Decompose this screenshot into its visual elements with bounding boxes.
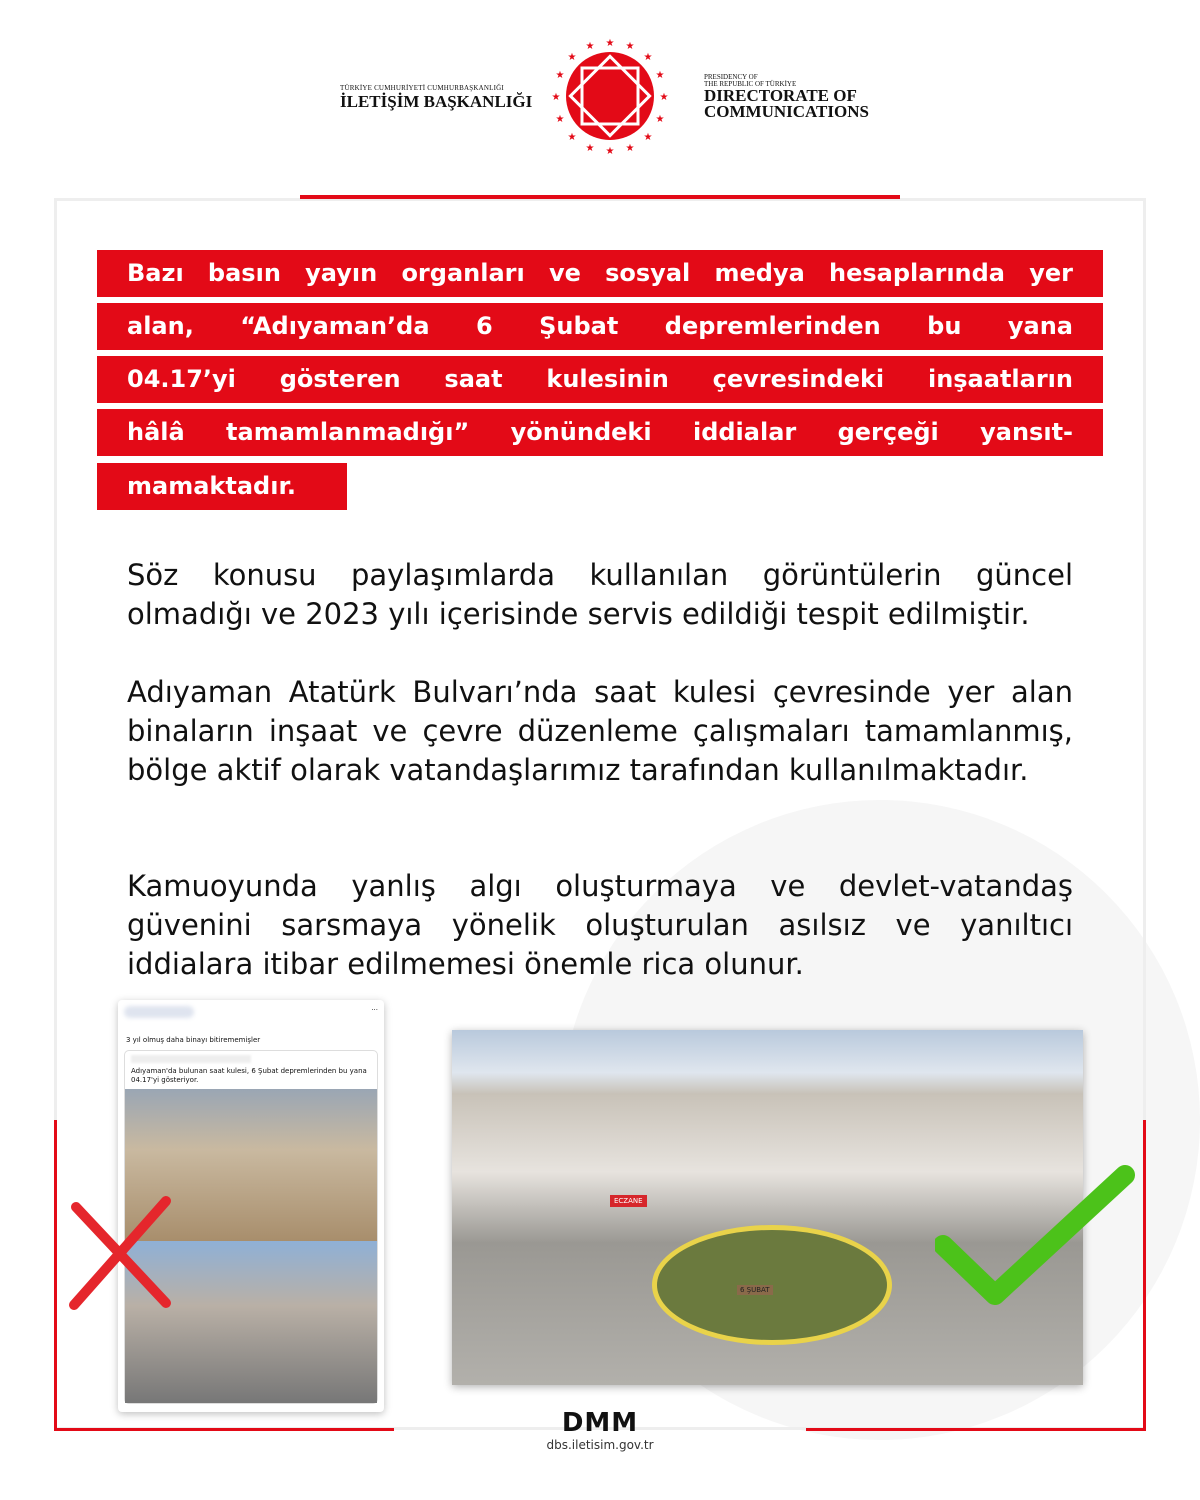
header-right-title-2: COMMUNICATIONS (704, 102, 869, 121)
header-left (340, 84, 532, 112)
svg-text:★: ★ (585, 143, 595, 154)
left-accent-line (54, 1120, 57, 1430)
quoted-text: Adıyaman'da bulunan saat kulesi, 6 Şubat depremlerinden bu yana 04.17'yi gösteriyor. (131, 1067, 367, 1084)
svg-text:★: ★ (643, 132, 653, 143)
headline-line: mamaktadır. (97, 463, 347, 510)
svg-text:★: ★ (655, 114, 665, 125)
header-right-title-1: DIRECTORATE OF (704, 86, 857, 105)
headline-line: 04.17’yi gösteren saat kulesinin çevresindeki inşaatların (97, 356, 1103, 403)
headline-line: alan, “Adıyaman’da 6 Şubat depremlerinden bu yana (97, 303, 1103, 350)
svg-text:★: ★ (625, 41, 635, 52)
svg-text:★: ★ (655, 70, 665, 81)
svg-text:★: ★ (605, 146, 615, 156)
paragraph: Kamuoyunda yanlış algı oluşturmaya ve devlet-vatandaş güvenini sarsmaya yönelik oluşturulan asılsız ve yanıltıcı iddialara itibar edilmemesi önemle rica olunur. (127, 869, 1073, 981)
dmm-logo: DMM (561, 1408, 639, 1438)
post-text: 3 yıl olmuş daha binayı bitirememişler (126, 1036, 261, 1044)
svg-text:★: ★ (585, 41, 595, 52)
svg-text:★: ★ (555, 70, 565, 81)
footer-url[interactable]: dbs.iletisim.gov.tr (546, 1438, 654, 1452)
header-right-subtitle-1: PRESIDENCY OF (704, 73, 758, 81)
svg-text:★: ★ (659, 92, 669, 103)
svg-text:★: ★ (567, 132, 577, 143)
headline-line: Bazı basın yayın organları ve sosyal medya hesaplarında yer (97, 250, 1103, 297)
top-accent-line (300, 195, 900, 199)
svg-text:★: ★ (625, 143, 635, 154)
svg-text:★: ★ (551, 92, 561, 103)
svg-text:★: ★ (567, 52, 577, 63)
pharmacy-sign: ECZANE (610, 1195, 647, 1207)
svg-text:★: ★ (643, 52, 653, 63)
green-check-icon (935, 1165, 1135, 1310)
header-right (704, 74, 869, 120)
header-right-subtitle-2: THE REPUBLIC OF TÜRKİYE (704, 80, 797, 88)
svg-text:★: ★ (605, 38, 615, 49)
headline-line: hâlâ tamamlanmadığı” yönündeki iddialar gerçeği yansıt- (97, 409, 1103, 456)
right-accent-line (1143, 1120, 1146, 1430)
emblem-logo (550, 36, 670, 156)
header-left-title: İLETİŞİM BAŞKANLIĞI (340, 92, 533, 111)
svg-text:★: ★ (555, 114, 565, 125)
monument-plaque: 6 ŞUBAT (737, 1285, 773, 1295)
header-left-subtitle: TÜRKİYE CUMHURİYETİ CUMHURBAŞKANLIĞI (340, 84, 504, 92)
more-icon: ··· (371, 1006, 378, 1014)
paragraph: Söz konusu paylaşımlarda kullanılan görüntülerin güncel olmadığı ve 2023 yılı içerisinde servis edildiği tespit edilmiştir. (127, 558, 1073, 631)
blurred-quoted-author (131, 1055, 251, 1063)
blurred-author (124, 1006, 194, 1018)
red-cross-icon (66, 1195, 176, 1310)
paragraph: Adıyaman Atatürk Bulvarı’nda saat kulesi çevresinde yer alan binaların inşaat ve çevre düzenleme çalışmaları tamamlanmış, bölge aktif olarak vatandaşlarımız tarafından kullanılmaktadır. (127, 675, 1073, 787)
